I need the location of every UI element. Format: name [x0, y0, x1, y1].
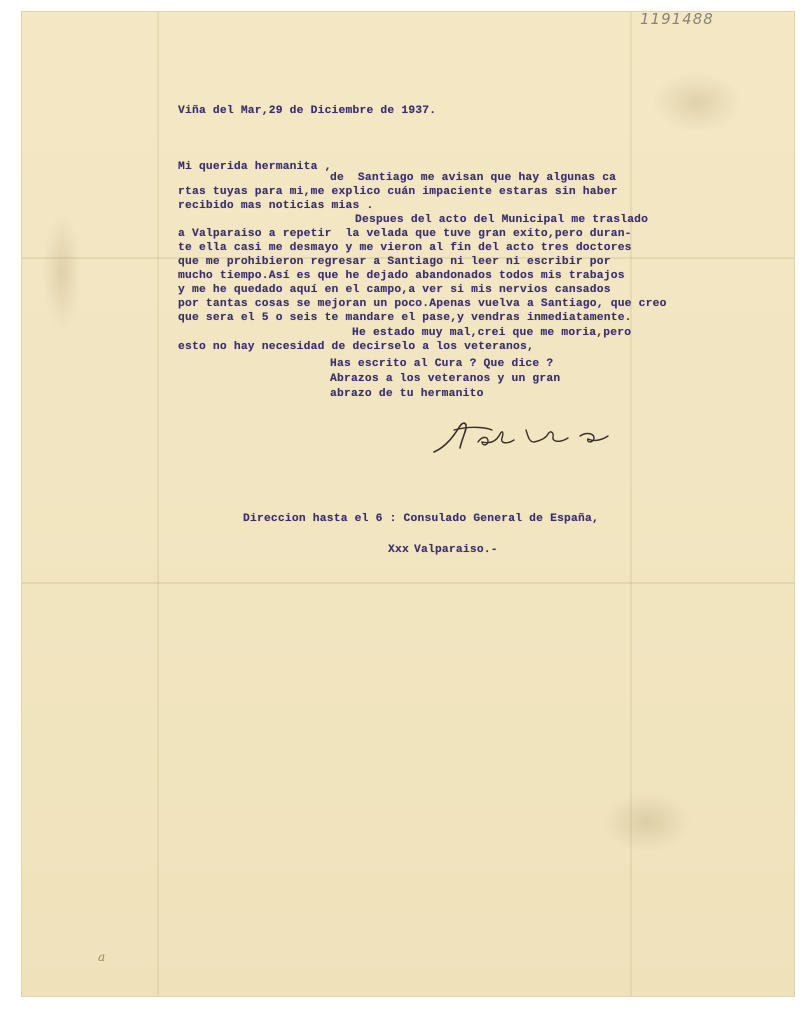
body-line: que me prohibieron regresar a Santiago ni leer ni escribir por [178, 256, 611, 268]
body-line: y me he quedado aquí en el campo,a ver si mis nervios cansados [178, 284, 611, 296]
fold-line [22, 582, 794, 584]
handwritten-signature [430, 418, 620, 458]
salutation: Mi querida hermanita , [178, 161, 332, 173]
paper-stain [42, 212, 82, 332]
body-line: Abrazos a los veteranos y un gran [330, 373, 561, 385]
body-line: por tantas cosas se mejoran un poco.Apenas vuelva a Santiago, que creo [178, 298, 667, 310]
date-line: Viña del Mar,29 de Diciembre de 1937. [178, 105, 437, 117]
body-line: que sera el 5 o seis te mandare el pase,y vendras inmediatamente. [178, 312, 632, 324]
body-line: mucho tiempo.Así es que he dejado abandonados todos mis trabajos [178, 270, 625, 282]
corner-pencil-mark: a [98, 950, 106, 964]
closing-line: abrazo de tu hermanito [330, 388, 484, 400]
body-line: Has escrito al Cura ? Que dice ? [330, 358, 554, 370]
body-line: Despues del acto del Municipal me traslado [355, 214, 649, 226]
body-line: a Valparaiso a repetir la velada que tuve gran exito,pero duran- [178, 228, 632, 240]
body-line: recibido mas noticias mias . [178, 200, 374, 212]
body-line: esto no hay necesidad de decirselo a los veteranos, [178, 341, 534, 353]
letter-paper [22, 12, 794, 996]
paper-stain [602, 792, 692, 852]
fold-line [157, 12, 159, 996]
paper-stain [652, 72, 742, 132]
address-line: Direccion hasta el 6 : Consulado General de España, [243, 513, 599, 525]
body-line: te ella casi me desmayo y me vieron al fin del acto tres doctores [178, 242, 632, 254]
archive-id: 1191488 [640, 10, 714, 28]
city-line: Valparaiso.- [414, 544, 498, 556]
struck-out-text: Xxx [388, 544, 409, 556]
body-line: He estado muy mal,crei que me moria,pero [352, 327, 632, 339]
body-line: de Santiago me avisan que hay algunas ca [330, 172, 617, 184]
body-line: rtas tuyas para mi,me explico cuán impaciente estaras sin haber [178, 186, 618, 198]
